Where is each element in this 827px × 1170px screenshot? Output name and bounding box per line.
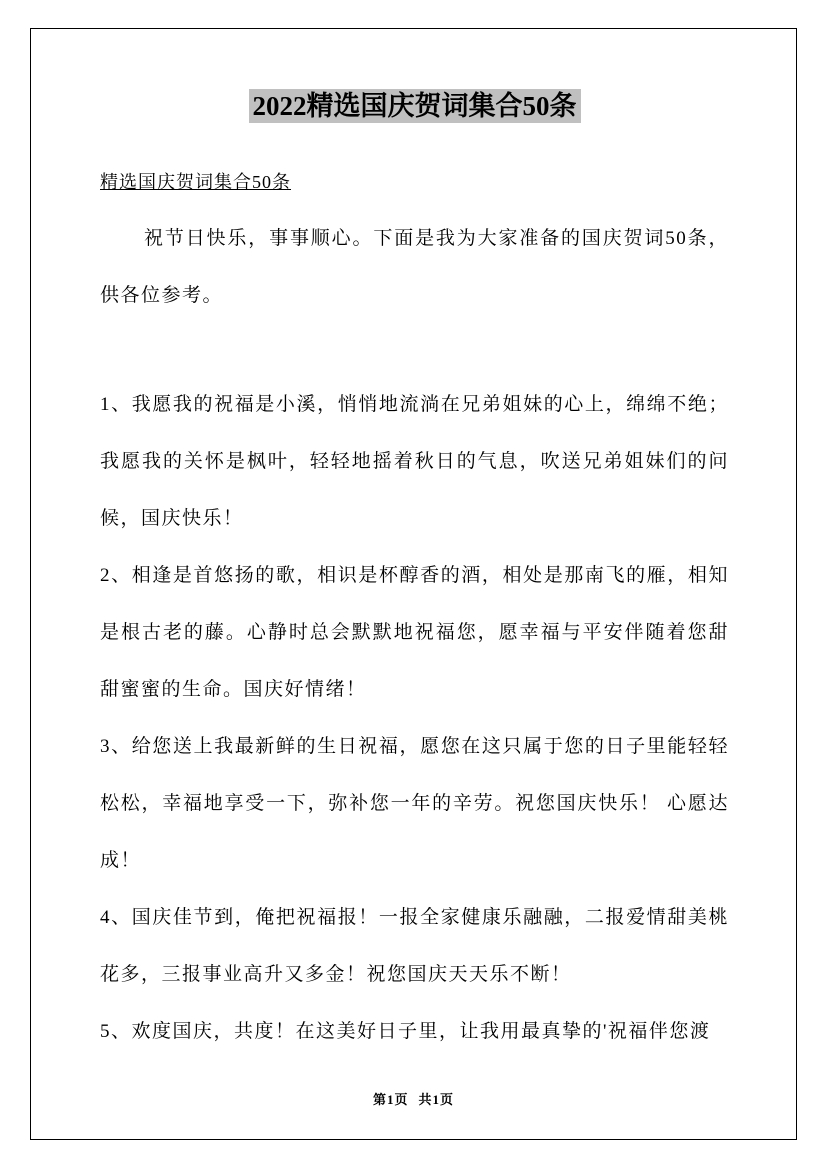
paragraph: 1、我愿我的祝福是小溪，悄悄地流淌在兄弟姐妹的心上，绵绵不绝；我愿我的关怀是枫叶，轻轻地摇着秋日的气息，吹送兄弟姐妹们的问候，国庆快乐！ (100, 394, 729, 529)
footer-total-pages: 共1页 (418, 1092, 455, 1107)
document-content (30, 28, 797, 1140)
document-title (100, 86, 729, 126)
paragraph: 5、欢度国庆，共度！在这美好日子里，让我用最真挚的'祝福伴您渡 (100, 1021, 711, 1042)
intro-paragraph: 祝节日快乐，事事顺心。下面是我为大家准备的国庆贺词50条，供各位参考。 (100, 228, 729, 306)
paragraph: 4、国庆佳节到，俺把祝福报！一报全家健康乐融融，二报爱情甜美桃花多，三报事业高升又多金！祝您国庆天天乐不断！ (100, 907, 729, 985)
document-subtitle: 精选国庆贺词集合50条 (100, 172, 291, 192)
document-body (100, 376, 729, 1060)
paragraph: 2、相逢是首悠扬的歌，相识是杯醇香的酒，相处是那南飞的雁，相知是根古老的藤。心静时总会默默地祝福您，愿幸福与平安伴随着您甜甜蜜蜜的生命。国庆好情绪！ (100, 565, 729, 700)
document-title-text: 2022精选国庆贺词集合50条 (249, 89, 581, 123)
paragraph: 3、给您送上我最新鲜的生日祝福，愿您在这只属于您的日子里能轻轻松松，幸福地享受一下，弥补您一年的辛劳。祝您国庆快乐！ 心愿达成！ (100, 736, 729, 871)
page-footer (0, 1089, 827, 1108)
footer-page-number: 第1页 (372, 1092, 409, 1107)
